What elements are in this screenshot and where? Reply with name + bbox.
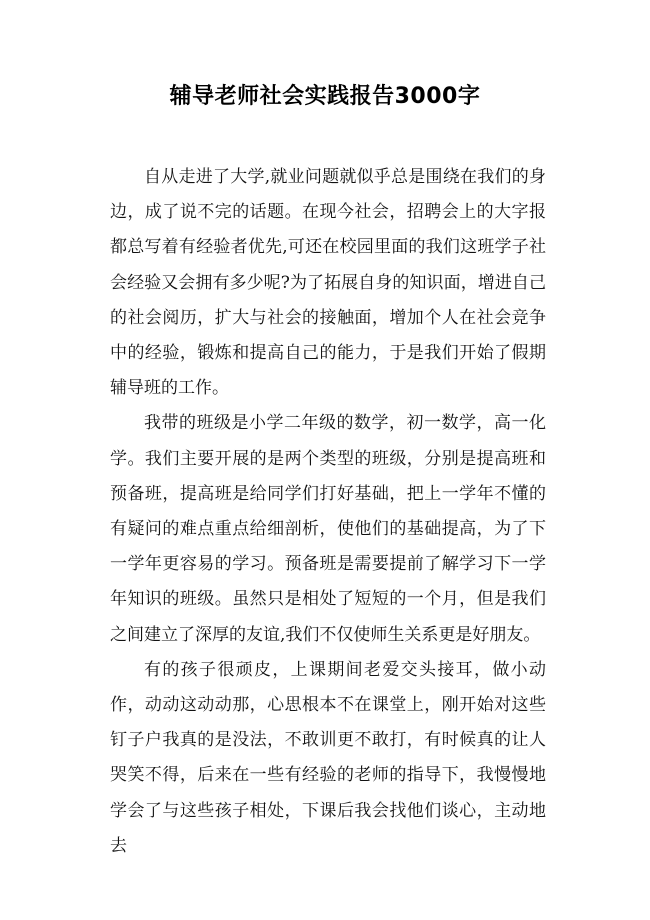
paragraph-2: 我带的班级是小学二年级的数学，初一数学，高一化学。我们主要开展的是两个类型的班级，分别是提高班和预备班，提高班是给同学们打好基础，把上一学年不懂的有疑问的难点重点给细剖析，使他们的基础提高，为了下一学年更容易的学习。预备班是需要提前了解学习下一学年知识的班级。虽然只是相处了短短的一个月，但是我们之间建立了深厚的友谊,我们不仅使师生关系更是好朋友。 (110, 413, 546, 645)
paragraph-1: 自从走进了大学,就业问题就似乎总是围绕在我们的身边，成了说不完的话题。在现今社会，招聘会上的大字报都总写着有经验者优先,可还在校园里面的我们这班学子社会经验又会拥有多少呢?为了拓展自身的知识面，增进自己的社会阅历，扩大与社会的接触面，增加个人在社会竞争中的经验，锻炼和提高自己的能力，于是我们开始了假期辅导班的工作。 (110, 167, 546, 399)
document-title: 辅导老师社会实践报告3000字 (169, 84, 481, 109)
document-body (110, 160, 546, 864)
paragraph-3: 有的孩子很顽皮，上课期间老爱交头接耳，做小动作，动动这动动那，心思根本不在课堂上，刚开始对这些钉子户我真的是没法，不敢训更不敢打，有时候真的让人哭笑不得，后来在一些有经验的老师的指导下，我慢慢地学会了与这些孩子相处，下课后我会找他们谈心，主动地去 (110, 659, 546, 856)
